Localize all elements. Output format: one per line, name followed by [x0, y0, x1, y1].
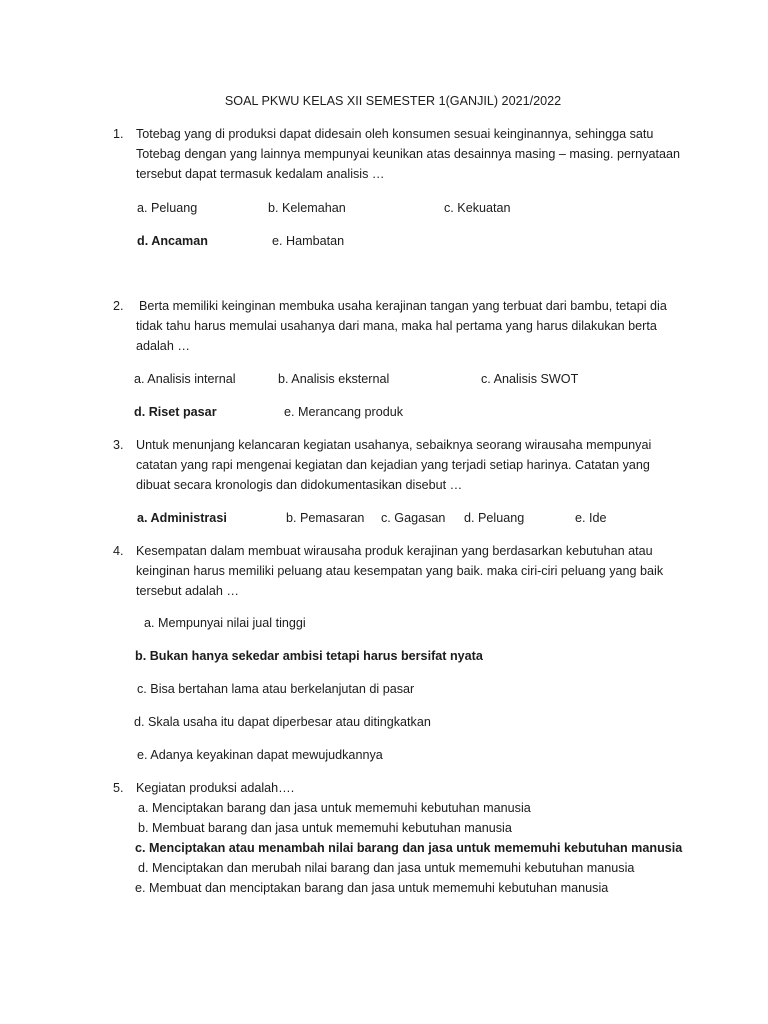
option-d: d. Menciptakan dan merubah nilai barang dan jasa untuk mememuhi kebutuhan manusia [138, 861, 635, 875]
option-e: e. Adanya keyakinan dapat mewujudkannya [137, 748, 383, 762]
option-e: e. Merancang produk [284, 405, 404, 419]
option-d: d. Skala usaha itu dapat diperbesar atau ditingkatkan [134, 715, 431, 729]
option-a: a. Menciptakan barang dan jasa untuk mememuhi kebutuhan manusia [138, 801, 531, 815]
option-a: a. Mempunyai nilai jual tinggi [144, 616, 306, 630]
question-text-line: tersebut dapat termasuk kedalam analisis … [136, 167, 385, 181]
question-number: 4. [113, 544, 124, 558]
question-text-line: adalah … [136, 339, 190, 353]
option-e: e. Hambatan [272, 234, 345, 248]
option-b: b. Membuat barang dan jasa untuk mememuhi kebutuhan manusia [138, 821, 512, 835]
option-c: c. Gagasan [381, 511, 446, 525]
question-number: 1. [113, 127, 124, 141]
question-text-line: keinginan harus memiliki peluang atau kesempatan yang baik. maka ciri-ciri peluang yang baik [136, 564, 664, 578]
option-e: e. Ide [575, 511, 607, 525]
option-b: b. Pemasaran [286, 511, 365, 525]
question-text-line: Kesempatan dalam membuat wirausaha produk kerajinan yang berdasarkan kebutuhan atau [136, 544, 653, 558]
question-text-line: Untuk menunjang kelancaran kegiatan usahanya, sebaiknya seorang wirausaha mempunyai [136, 438, 652, 452]
question-number: 5. [113, 781, 124, 795]
question-number: 2. [113, 299, 124, 313]
question-text-line: catatan yang rapi mengenai kegiatan dan kejadian yang terjadi setiap harinya. Catatan yang [136, 458, 650, 472]
option-c: c. Kekuatan [444, 201, 511, 215]
question-text-line: Berta memiliki keinginan membuka usaha kerajinan tangan yang terbuat dari bambu, tetapi dia [139, 299, 667, 313]
question-text-line: Kegiatan produksi adalah…. [136, 781, 295, 795]
option-d-answer: d. Riset pasar [134, 405, 217, 419]
option-b-answer: b. Bukan hanya sekedar ambisi tetapi harus bersifat nyata [135, 649, 483, 663]
page-title: SOAL PKWU KELAS XII SEMESTER 1(GANJIL) 2021/2022 [224, 94, 562, 108]
option-a: a. Analisis internal [134, 372, 236, 386]
question-text-line: tersebut adalah … [136, 584, 239, 598]
option-a-answer: a. Administrasi [137, 511, 227, 525]
option-d: d. Peluang [464, 511, 525, 525]
option-a: a. Peluang [137, 201, 198, 215]
option-b: b. Analisis eksternal [278, 372, 390, 386]
option-c-answer: c. Menciptakan atau menambah nilai barang dan jasa untuk mememuhi kebutuhan manusia [135, 841, 683, 855]
option-b: b. Kelemahan [268, 201, 346, 215]
question-text-line: tidak tahu harus memulai usahanya dari mana, maka hal pertama yang harus dilakukan berta [136, 319, 657, 333]
question-text-line: Totebag dengan yang lainnya mempunyai keunikan atas desainnya masing – masing. pernyataan [136, 147, 680, 161]
question-text-line: dibuat secara kronologis dan didokumentasikan disebut … [136, 478, 463, 492]
option-e: e. Membuat dan menciptakan barang dan jasa untuk mememuhi kebutuhan manusia [135, 881, 609, 895]
question-text-line: Totebag yang di produksi dapat didesain oleh konsumen sesuai keinginannya, sehingga satu [136, 127, 654, 141]
option-c: c. Bisa bertahan lama atau berkelanjutan di pasar [137, 682, 415, 696]
option-c: c. Analisis SWOT [481, 372, 579, 386]
question-number: 3. [113, 438, 124, 452]
option-d-answer: d. Ancaman [137, 234, 208, 248]
